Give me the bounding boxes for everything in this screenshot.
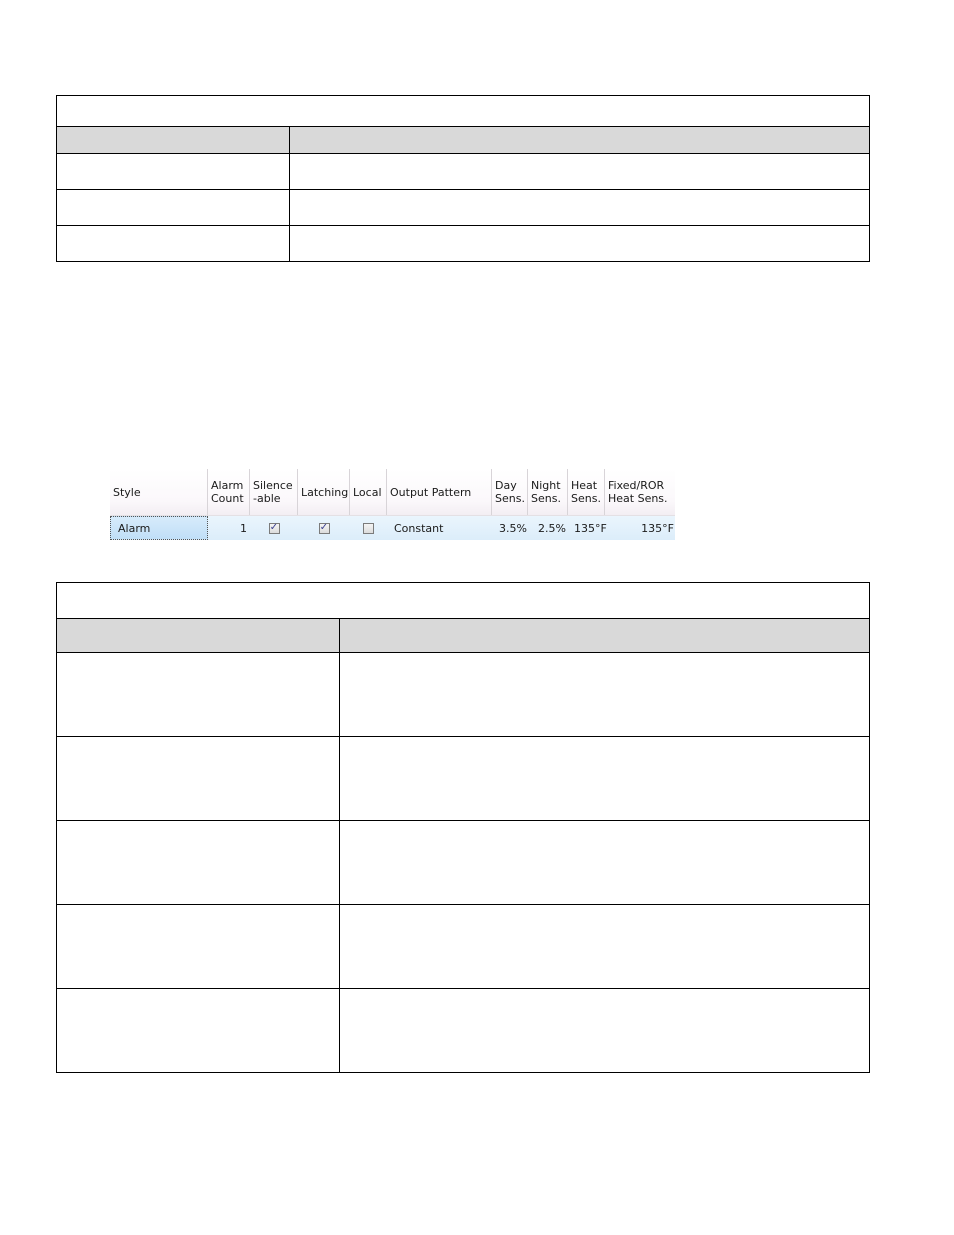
column-header-heat-sens[interactable]: Heat Sens.: [568, 469, 605, 515]
column-header-night-sens[interactable]: Night Sens.: [528, 469, 568, 515]
output-style-grid: [110, 469, 675, 541]
cell-fixed-ror[interactable]: 135°F: [641, 521, 674, 535]
column-header-latching[interactable]: Latching: [298, 469, 350, 515]
latching-checkbox[interactable]: ✓: [319, 522, 329, 533]
table-cell: [290, 154, 870, 190]
table-cell: [57, 737, 340, 821]
cell-latching: [298, 516, 350, 540]
table-cell: [57, 989, 340, 1073]
cell-alarm-count[interactable]: 1: [240, 521, 247, 535]
cell-silenceable: [250, 516, 298, 540]
column-header-alarm-count[interactable]: Alarm Count: [208, 469, 250, 515]
grid-header: [110, 469, 675, 516]
table-title-cell: [57, 583, 870, 619]
table-cell: [57, 190, 290, 226]
table-cell: [340, 989, 870, 1073]
column-header-local[interactable]: Local: [350, 469, 387, 515]
table-cell: [340, 821, 870, 905]
column-header-silenceable[interactable]: Silence -able: [250, 469, 298, 515]
table-cell: [57, 905, 340, 989]
table-row: [57, 905, 870, 989]
cell-heat-sens[interactable]: 135°F: [574, 521, 607, 535]
column-header-style[interactable]: Style: [110, 469, 208, 515]
table-cell: [290, 190, 870, 226]
table-header-cell: [57, 127, 290, 154]
cell-day-sens[interactable]: 3.5%: [499, 521, 527, 535]
table-row: [57, 226, 870, 262]
lower-form-table: [56, 582, 870, 1073]
table-header-cell: [290, 127, 870, 154]
table-cell: [57, 653, 340, 737]
table-header-cell: [340, 619, 870, 653]
grid-row[interactable]: [110, 516, 675, 540]
table-cell: [57, 821, 340, 905]
upper-form-table: [56, 95, 870, 262]
table-cell: [57, 154, 290, 190]
table-cell: [57, 226, 290, 262]
table-header-cell: [57, 619, 340, 653]
table-row: [57, 989, 870, 1073]
table-row: [57, 737, 870, 821]
local-checkbox[interactable]: [363, 523, 374, 534]
table-cell: [340, 737, 870, 821]
column-header-fixed-ror[interactable]: Fixed/ROR Heat Sens.: [608, 479, 668, 505]
table-title-cell: [57, 96, 870, 127]
cell-night-sens[interactable]: 2.5%: [538, 521, 566, 535]
column-header-output-pattern[interactable]: Output Pattern: [387, 469, 492, 515]
table-row: [57, 653, 870, 737]
cell-local: [350, 516, 387, 540]
table-cell: [340, 905, 870, 989]
cell-output-pattern[interactable]: Constant: [394, 521, 444, 535]
table-cell: [290, 226, 870, 262]
cell-style[interactable]: Alarm: [110, 516, 208, 540]
table-row: [57, 821, 870, 905]
column-header-day-sens[interactable]: Day Sens.: [492, 469, 528, 515]
table-row: [57, 190, 870, 226]
table-row: [57, 154, 870, 190]
silenceable-checkbox[interactable]: ✓: [269, 522, 279, 533]
table-cell: [340, 653, 870, 737]
